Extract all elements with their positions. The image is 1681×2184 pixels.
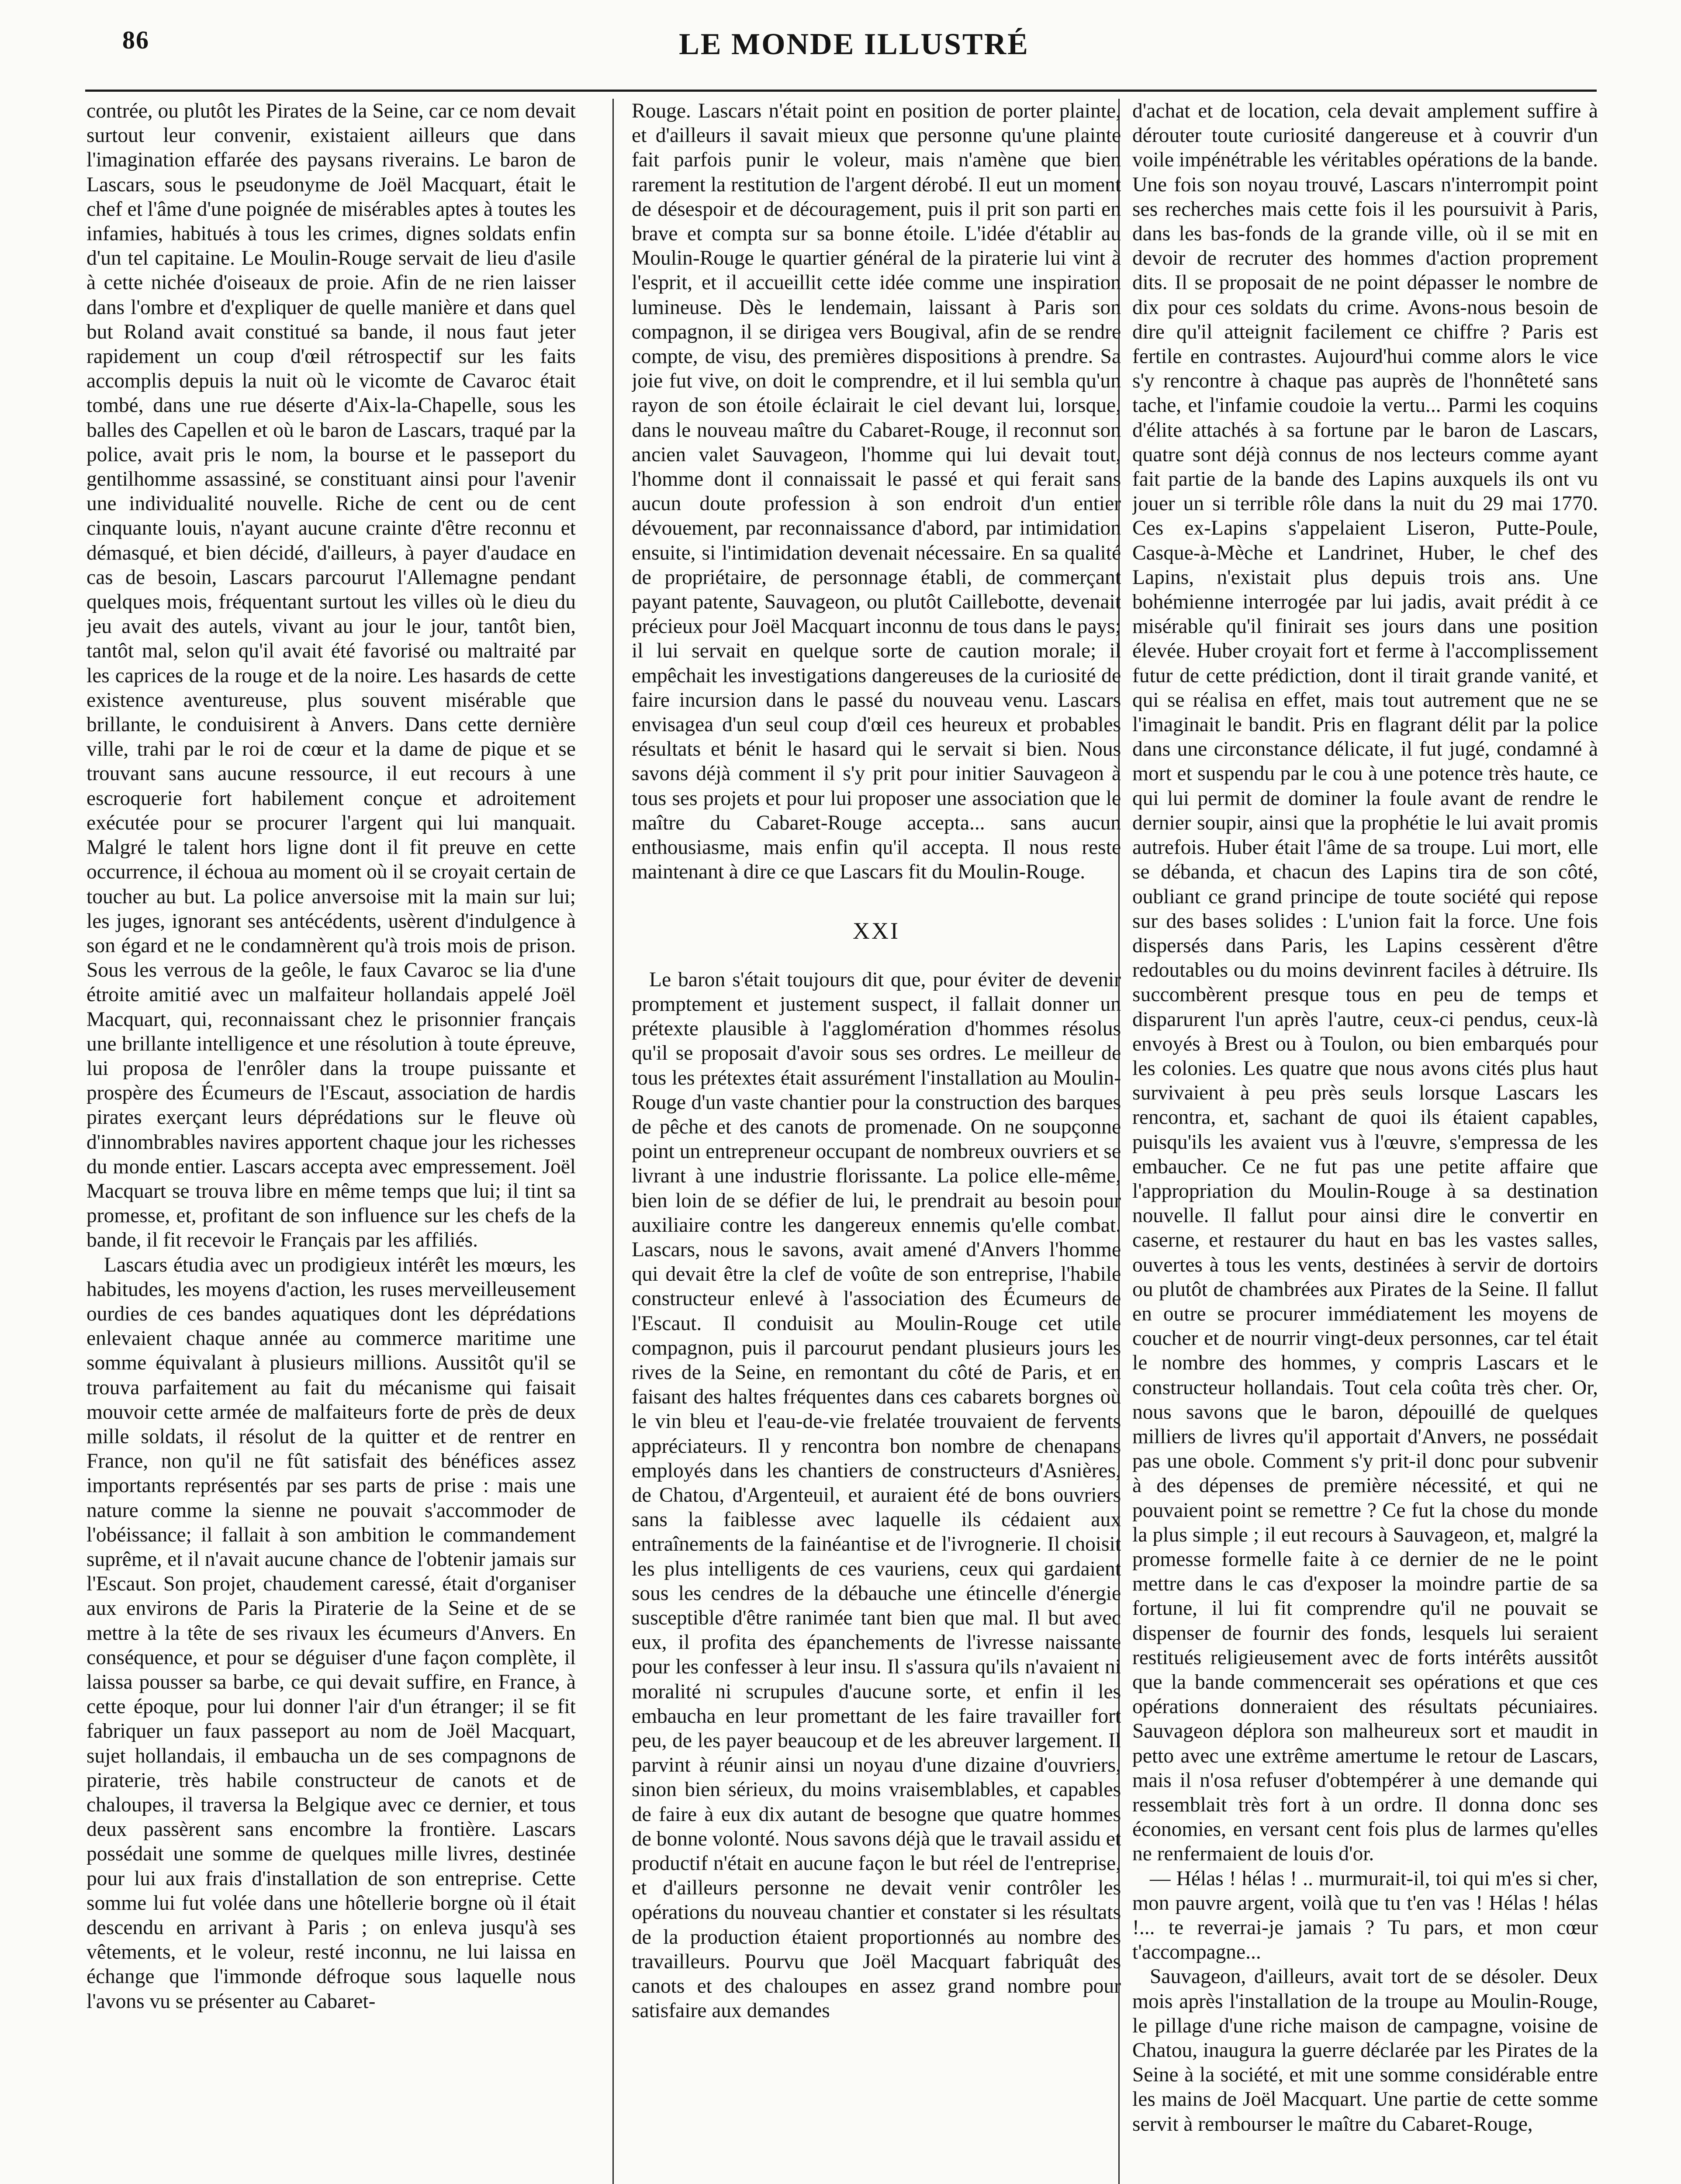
text-column-2 [632,99,1121,2184]
paragraph: Le baron s'était toujours dit que, pour éviter de devenir promptement et justement suspect, il fallait donner un prétexte plausible à l'agglomération d'hommes résolus qu'il se proposait d'avoir sous ses ordres. Le meilleur de tous les prétextes était assurément l'installation au Moulin-Rouge d'un vaste chantier pour la construction des barques de pêche et des canots de promenade. On ne soupçonne point un entrepreneur occupant de nombreux ouvriers et se livrant à une industrie florissante. La police elle-même, bien loin de se défier de lui, le prendrait au besoin pour auxiliaire contre les dangereux ennemis qu'elle combat. Lascars, nous le savons, avait amené d'Anvers l'homme qui devait être la clef de voûte de son entreprise, l'habile constructeur enlevé à l'association des Écumeurs de l'Escaut. Il conduisit au Moulin-Rouge cet utile compagnon, puis il parcourut pendant plusieurs jours les rives de la Seine, en remontant du côté de Paris, et en faisant des haltes fréquentes dans ces cabarets borgnes où le vin bleu et l'eau-de-vie frelatée trouvaient de fervents appréciateurs. Il y rencontra bon nombre de chenapans employés dans les chantiers de constructeurs d'Asnières, de Chatou, d'Argenteuil, et auraient été de bons ouvriers sans la faiblesse avec laquelle ils cédaient aux entraînements de la fainéantise et de l'ivrognerie. Il choisit les plus intelligents de ces vauriens, ceux qui gardaient sous les cendres de la débauche une étincelle d'énergie susceptible d'être ranimée tant bien que mal. Il but avec eux, il profita des épanchements de l'ivresse naissante pour les confesser à leur insu. Il s'assura qu'ils n'avaient ni moralité ni scrupules d'aucune sorte, et enfin il les embaucha en leur promettant de les faire travailler fort peu, de les payer beaucoup et de les abreuver largement. Il parvint à réunir ainsi un noyau d'une dizaine d'ouvriers, sinon bien sérieux, du moins vraisemblables, et capables de faire à eux dix autant de besogne que quatre hommes de bonne volonté. Nous savons déjà que le travail assidu et productif n'était en aucune façon le but réel de l'entreprise, et d'ailleurs personne ne devait venir contrôler les opérations du nouveau chantier et constater si les résultats de la production étaient proportionnés au nombre des travailleurs. Pourvu que Joël Macquart fabriquât des canots et des chaloupes en assez grand nombre pour satisfaire aux demandes [632,968,1121,2022]
paragraph: Rouge. Lascars n'était point en position de porter plainte, et d'ailleurs il savait mieux que personne qu'une plainte fait parfois punir le voleur, mais n'amène que bien rarement la restitution de l'argent dérobé. Il eut un moment de désespoir et de découragement, puis il prit son parti en brave et compta sur sa bonne étoile. L'idée d'établir au Moulin-Rouge le quartier général de la piraterie lui vint à l'esprit, et il accueillit cette idée comme une inspiration lumineuse. Dès le lendemain, laissant à Paris son compagnon, il se dirigea vers Bougival, afin de se rendre compte, de visu, des premières dispositions à prendre. Sa joie fut vive, on doit le comprendre, et il lui sembla qu'un rayon de son étoile éclairait le ciel devant lui, lorsque, dans le nouveau maître du Cabaret-Rouge, il reconnut son ancien valet Sauvageon, l'homme qui lui devait tout, l'homme dont il connaissait le passé et qui ferait sans aucun doute profession à son endroit d'un entier dévouement, par reconnaissance d'abord, par intimidation ensuite, si l'intimidation devenait nécessaire. En sa qualité de propriétaire, de personnage établi, de commerçant payant patente, Sauvageon, ou plutôt Caillebotte, devenait précieux pour Joël Macquart inconnu de tous dans le pays; il lui servait en quelque sorte de caution morale; il empêchait les investigations dangereuses de la curiosité de faire incursion dans le passé du nouveau venu. Lascars envisagea d'un seul coup d'œil ces heureux et probables résultats et bénit le hasard qui le servait si bien. Nous savons déjà comment il s'y prit pour initier Sauvageon à tous ses projets et pour lui proposer une association que le maître du Cabaret-Rouge accepta... sans aucun enthousiasme, mais enfin qu'il accepta. Il nous reste maintenant à dire ce que Lascars fit du Moulin-Rouge. [632,100,1121,884]
paragraph: d'achat et de location, cela devait amplement suffire à dérouter toute curiosité dangereuse et à couvrir d'un voile impénétrable les véritables opérations de la bande. Une fois son noyau trouvé, Lascars n'interrompit point ses recherches mais cette fois il les poursuivit à Paris, dans les bas-fonds de la grande ville, où il se mit en devoir de recruter des hommes d'action proprement dits. Il se proposait de ne point dépasser le nombre de dix pour ces soldats du crime. Avons-nous besoin de dire qu'il atteignit facilement ce chiffre ? Paris est fertile en contrastes. Aujourd'hui comme alors le vice s'y rencontre à chaque pas auprès de l'honnêteté sans tache, et l'infamie coudoie la vertu... Parmi les coquins d'élite attachés à sa fortune par le baron de Lascars, quatre sont déjà connus de nos lecteurs comme ayant fait partie de la bande des Lapins auxquels ils ont vu jouer un si terrible rôle dans la nuit du 29 mai 1770. Ces ex-Lapins s'appelaient Liseron, Putte-Poule, Casque-à-Mèche et Landrinet, Huber, le chef des Lapins, n'existait plus depuis trois ans. Une bohémienne interrogée par lui jadis, avait prédit à ce misérable qu'il finirait ses jours dans une position élevée. Huber croyait fort et ferme à l'accomplissement futur de cette prédiction, dont il tirait grande vanité, et qui se réalisa en effet, mais tout autrement que ne se l'imaginait le bandit. Pris en flagrant délit par la police dans une circonstance délicate, il fut jugé, condamné à mort et suspendu par le cou à une potence très haute, ce qui lui permit de dominer la foule avant de rendre le dernier soupir, ainsi que la prophétie le lui avait promis autrefois. Huber était l'âme de sa troupe. Lui mort, elle se débanda, et chacun des Lapins tira de son côté, oubliant ce grand principe de toute société qui repose sur des bases solides : L'union fait la force. Une fois dispersés dans Paris, les Lapins cessèrent d'être redoutables ou du moins devinrent faciles à détruire. Ils succombèrent presque tous en peu de temps et disparurent l'un après l'autre, ceux-ci pendus, ceux-là envoyés à Brest ou à Toulon, ou bien embarqués pour les colonies. Les quatre que nous avons cités plus haut survivaient à peu près seuls lorsque Lascars les rencontra, et, sachant de quoi ils étaient capables, puisqu'ils les avaient vus à l'œuvre, s'empressa de les embaucher. Ce ne fut pas une petite affaire que l'appropriation du Moulin-Rouge à sa destination nouvelle. Il fallut pour ainsi dire le convertir en caserne, et restaurer du haut en bas les vastes salles, ouvertes à tous les vents, destinées à servir de dortoirs ou plutôt de chambrées aux Pirates de la Seine. Il fallut en outre se procurer immédiatement les moyens de coucher et de nourrir vingt-deux personnes, car tel était le nombre des hommes, y compris Lascars et le constructeur hollandais. Tout cela coûta très cher. Or, nous savons que le baron, dépouillé de quelques milliers de livres qu'il apportait d'Anvers, ne possédait pas une obole. Comment s'y prit-il donc pour subvenir à des dépenses de première nécessité, et qui ne pouvaient point se remettre ? Ce fut la chose du monde la plus simple ; il eut recours à Sauvageon, et, malgré la promesse formelle faite à ce dernier de ne le point mettre dans le cas d'exposer la moindre partie de sa fortune, il lui fit comprendre qu'il ne pouvait se dispenser de fournir des fonds, lesquels lui seraient restitués religieusement avec de forts intérêts aussitôt que la bande commencerait ses opérations et que ces opérations donneraient des résultats pécuniaires. Sauvageon déplora son malheureux sort et maudit in petto avec une extrême amertume le retour de Lascars, mais il n'osa refuser d'obtempérer à une demande qui ressemblait très fort à un ordre. Il donna donc ses économies, en versant cent fois plus de larmes qu'elles ne renfermaient de louis d'or. [1132,100,1598,1866]
paragraph: — Hélas ! hélas ! .. murmurait-il, toi qui m'es si cher, mon pauvre argent, voilà que tu t'en vas ! Hélas ! hélas !... te reverrai-je jamais ? Tu pars, et mon cœur t'accompagne... [1132,1867,1598,1964]
chapter-heading: XXI [853,917,900,944]
masthead-title: LE MONDE ILLUSTRÉ [679,28,1029,61]
page-number: 86 [122,26,149,54]
paragraph: Lascars étudia avec un prodigieux intérêt les mœurs, les habitudes, les moyens d'action, les ruses merveilleusement ourdies de ces bandes aquatiques dont les déprédations enlevaient chaque année au commerce maritime une somme équivalant à plusieurs millions. Aussitôt qu'il se trouva parfaitement au fait du mécanisme qui faisait mouvoir cette armée de malfaiteurs forte de près de deux mille soldats, il résolut de la quitter et de rentrer en France, non qu'il ne fût satisfait des bénéfices assez importants représentés par ses parts de prise : mais une nature comme la sienne ne pouvait s'accommoder de l'obéissance; il fallait à son ambition le commandement suprême, et il n'avait aucune chance de l'obtenir jamais sur l'Escaut. Son projet, chaudement caressé, était d'organiser aux environs de Paris la Piraterie de la Seine et de se mettre à la tête de ses rivaux les écumeurs d'Anvers. En conséquence, et pour se déguiser d'une façon complète, il laissa pousser sa barbe, ce qui devait suffire, en France, à cette époque, pour lui donner l'air d'un étranger; il se fit fabriquer un faux passeport au nom de Joël Macquart, sujet hollandais, il embaucha un de ses compagnons de piraterie, très habile constructeur de canots et de chaloupes, il traversa la Belgique avec ce dernier, et tous deux passèrent sans encombre la frontière. Lascars possédait une somme de quelques mille livres, destinée pour lui aux frais d'installation de son entreprise. Cette somme lui fut volée dans une hôtellerie borgne où il était descendu en arrivant à Paris ; on enleva jusqu'à ses vêtements, et le voleur, resté inconnu, ne lui laissa en échange que l'immonde défroque sous laquelle nous l'avons vu se présenter au Cabaret- [86,1253,576,2013]
paragraph: contrée, ou plutôt les Pirates de la Seine, car ce nom devait surtout leur convenir, existaient ailleurs que dans l'imagination effarée des paysans riverains. Le baron de Lascars, sous le pseudonyme de Joël Macquart, était le chef et l'âme d'une poignée de misérables aptes à toutes les infamies, habitués à tous les crimes, dignes soldats enfin d'un tel capitaine. Le Moulin-Rouge servait de lieu d'asile à cette nichée d'oiseaux de proie. Afin de ne rien laisser dans l'ombre et d'expliquer de quelle manière et dans quel but Roland avait constitué sa bande, il nous faut jeter rapidement un coup d'œil rétrospectif sur les faits accomplis depuis la nuit où le vicomte de Cavaroc était tombé, dans une rue déserte d'Aix-la-Chapelle, sous les balles des Capellen et où le baron de Lascars, traqué par la police, avait pris le nom, la bourse et le passeport du gentilhomme assassiné, se constituant ainsi pour l'avenir une individualité nouvelle. Riche de cent ou de cent cinquante louis, n'ayant aucune crainte d'être reconnu et démasqué, et bien décidé, d'ailleurs, à payer d'audace en cas de besoin, Lascars parcourut l'Allemagne pendant quelques mois, fréquentant surtout les villes où le dieu du jeu avait des autels, vivant au jour le jour, tantôt bien, tantôt mal, selon qu'il avait été favorisé ou maltraité par les caprices de la rouge et de la noire. Les hasards de cette existence aventureuse, plus souvent misérable que brillante, le conduisirent à Anvers. Dans cette dernière ville, trahi par le roi de cœur et la dame de pique et se trouvant sans aucune ressource, il eut recours à une escroquerie fort habilement conçue et adroitement exécutée pour se procurer l'argent qui lui manquait. Malgré le talent hors ligne dont il fit preuve en cette occurrence, il échoua au moment où il se croyait certain de toucher au but. La police anversoise mit la main sur lui; les juges, ignorant ses antécédents, usèrent d'indulgence à son égard et ne le condamnèrent qu'à trois mois de prison. Sous les verrous de la geôle, le faux Cavaroc se lia d'une étroite amitié avec un malfaiteur hollandais appelé Joël Macquart, qui, reconnaissant chez le prisonnier français une brillante intelligence et une résolution à toute épreuve, lui proposa de l'enrôler dans la troupe puissante et prospère des Écumeurs de l'Escaut, association de hardis pirates exerçant leurs déprédations sur le fleuve où d'innombrables navires apportent chaque jour les richesses du monde entier. Lascars accepta avec empressement. Joël Macquart se trouva libre en même temps que lui; il tint sa promesse, et, profitant de son influence sur les chefs de la bande, il fit recevoir le Français par les affiliés. [86,100,576,1252]
paragraph: Sauvageon, d'ailleurs, avait tort de se désoler. Deux mois après l'installation de la troupe au Moulin-Rouge, le pillage d'une riche maison de campagne, voisine de Chatou, inaugura la guerre déclarée par les Pirates de la Seine à la société, et mit une somme considérable entre les mains de Joël Macquart. Une partie de cette somme servit à rembourser le maître du Cabaret-Rouge, [1132,1965,1598,2136]
header-rule [85,90,1597,92]
text-column-3 [1132,99,1598,2184]
text-column-1 [86,99,576,2184]
column-divider [612,99,614,2184]
